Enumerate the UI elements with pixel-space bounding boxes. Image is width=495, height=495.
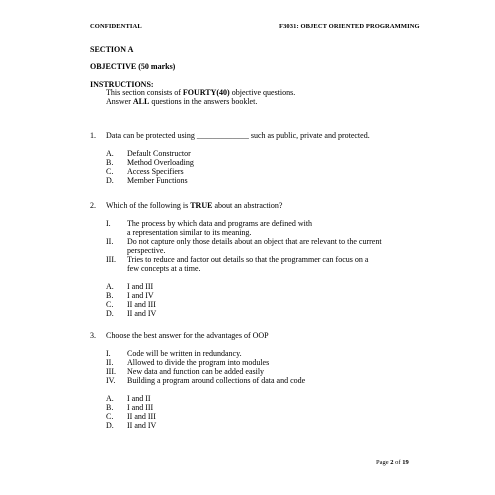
- option-text: Access Specifiers: [127, 167, 184, 176]
- statement-text: New data and function can be added easily: [127, 367, 265, 376]
- instructions-line-1: [106, 88, 295, 97]
- option-text: Member Functions: [127, 176, 188, 185]
- option-text: II and IV: [127, 309, 157, 318]
- option-label: B.: [106, 403, 114, 412]
- header-course-title: F3031: OBJECT ORIENTED PROGRAMMING: [279, 23, 420, 30]
- statement-label: II.: [106, 358, 114, 367]
- question-1-text: Data can be protected using _____________ such as public, private and protected.: [106, 131, 370, 140]
- statement-text-continued: perspective.: [127, 246, 166, 255]
- statement-label: III.: [106, 255, 116, 264]
- option-label: D.: [106, 176, 114, 185]
- statement-text-continued: few concepts at a time.: [127, 264, 201, 273]
- option-label: B.: [106, 291, 114, 300]
- option-label: C.: [106, 412, 114, 421]
- option-text: I and IV: [127, 291, 154, 300]
- header-confidential: CONFIDENTIAL: [90, 23, 142, 30]
- instructions-line-1-pre: This section consists of: [106, 88, 183, 97]
- statement-text: Code will be written in redundancy.: [127, 349, 242, 358]
- option-label: B.: [106, 158, 114, 167]
- statement-text: Do not capture only those details about an object that are relevant to the current: [127, 237, 382, 246]
- statement-label: I.: [106, 349, 111, 358]
- instructions-label: INSTRUCTIONS:: [90, 80, 154, 89]
- page-current: 2: [390, 459, 394, 466]
- question-2-text: [106, 201, 282, 210]
- section-title: SECTION A: [90, 45, 134, 54]
- page-number-pre: Page: [376, 459, 391, 466]
- question-2-text-pre: Which of the following is: [106, 201, 191, 210]
- instructions-count: FOURTY(40): [182, 88, 230, 97]
- statement-text-continued: a representation similar to its meaning.: [127, 228, 252, 237]
- option-text: II and III: [127, 300, 156, 309]
- instructions-line-2-pre: Answer: [106, 97, 133, 106]
- option-text: Default Constructor: [127, 149, 191, 158]
- option-label: D.: [106, 309, 114, 318]
- page-number-mid: of: [393, 459, 403, 466]
- question-3-text: Choose the best answer for the advantages of OOP: [106, 331, 269, 340]
- option-label: A.: [106, 394, 114, 403]
- option-text: II and IV: [127, 421, 157, 430]
- option-text: I and II: [127, 394, 151, 403]
- option-label: C.: [106, 300, 114, 309]
- option-label: A.: [106, 282, 114, 291]
- option-text: I and III: [127, 282, 154, 291]
- instructions-line-1-post: objective questions.: [229, 88, 296, 97]
- option-label: C.: [106, 167, 114, 176]
- option-label: A.: [106, 149, 114, 158]
- statement-text: The process by which data and programs are defined with: [127, 219, 313, 228]
- question-2-text-post: about an abstraction?: [212, 201, 283, 210]
- question-3-number: 3.: [90, 331, 96, 340]
- statement-label: I.: [106, 219, 111, 228]
- section-subtitle: OBJECTIVE (50 marks): [90, 62, 176, 71]
- option-text: Method Overloading: [127, 158, 194, 167]
- question-2-number: 2.: [90, 201, 96, 210]
- statement-text: Allowed to divide the program into modules: [127, 358, 270, 367]
- statement-text: Building a program around collections of data and code: [127, 376, 306, 385]
- option-text: I and III: [127, 403, 154, 412]
- instructions-line-2: [106, 97, 257, 106]
- statement-label: III.: [106, 367, 116, 376]
- instructions-all: ALL: [132, 97, 150, 106]
- instructions-line-2-post: questions in the answers booklet.: [149, 97, 258, 106]
- statement-label: IV.: [106, 376, 116, 385]
- question-1-number: 1.: [90, 131, 96, 140]
- question-2-text-bold: TRUE: [190, 201, 213, 210]
- statement-text: Tries to reduce and factor out details so that the programmer can focus on a: [127, 255, 369, 264]
- page-total: 19: [402, 459, 409, 466]
- statement-label: II.: [106, 237, 114, 246]
- option-label: D.: [106, 421, 114, 430]
- page-number: [376, 458, 409, 467]
- option-text: II and III: [127, 412, 156, 421]
